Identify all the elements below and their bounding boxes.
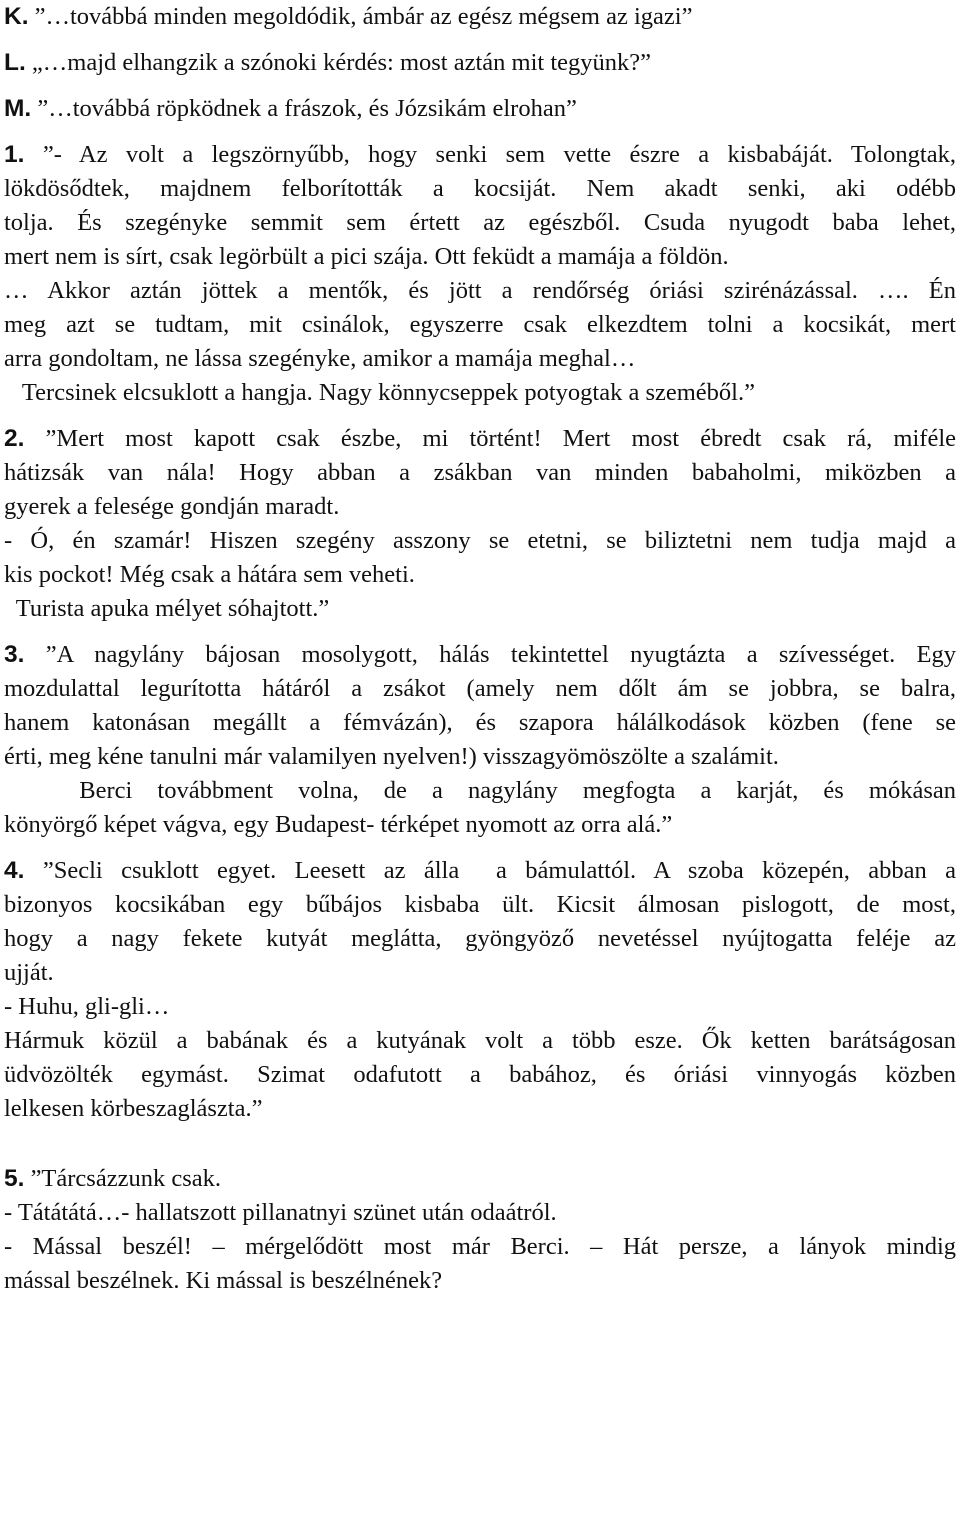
text-line [4, 92, 956, 126]
line-text: ”…továbbá röpködnek a frászok, és Józsikám elrohan” [31, 95, 577, 122]
text-line [4, 888, 956, 922]
line-text: lökdösődtek, majdnem felborították a kocsiját. Nem akadt senki, aki odébb [4, 175, 956, 202]
line-text: lelkesen körbeszaglászta.” [4, 1095, 263, 1122]
line-text: … Akkor aztán jöttek a mentők, és jött a rendőrség óriási szirénázással. …. Én [4, 277, 956, 304]
line-text: ”A nagylány bájosan mosolygott, hálás tekintettel nyugtázta a szívességet. Egy [24, 641, 956, 668]
line-text: Tercsinek elcsuklott a hangja. Nagy könnycseppek potyogtak a szeméből.” [4, 379, 755, 406]
text-line [4, 854, 956, 888]
line-text: mert nem is sírt, csak legörbült a pici szája. Ott feküdt a mamája a földön. [4, 243, 729, 270]
line-text: gyerek a felesége gondján maradt. [4, 493, 340, 520]
item-label: 4. [4, 857, 25, 884]
line-text: mozdulattal legurította hátáról a zsákot (amely nem dőlt ám se jobbra, se balra, [4, 675, 956, 702]
line-text: Berci továbbment volna, de a nagylány megfogta a karját, és mókásan [4, 777, 956, 804]
line-text: meg azt se tudtam, mit csinálok, egyszerre csak elkezdtem tolni a kocsikát, mert [4, 311, 956, 338]
line-text: könyörgő képet vágva, egy Budapest- térképet nyomott az orra alá.” [4, 811, 673, 838]
text-line [4, 1058, 956, 1092]
line-text: ”Secli csuklott egyet. Leesett az álla a bámulattól. A szoba közepén, abban a [24, 857, 956, 884]
text-line [4, 638, 956, 672]
line-text: ”Mert most kapott csak észbe, mi történt! Mert most ébredt csak rá, miféle [24, 425, 956, 452]
item-label: 3. [4, 641, 25, 668]
line-text: Turista apuka mélyet sóhajtott.” [4, 595, 330, 622]
text-line [4, 1264, 956, 1298]
line-text: - Tátátátá…- hallatszott pillanatnyi szünet után odaátról. [4, 1199, 557, 1226]
text-line [4, 342, 956, 376]
item-label: 1. [4, 141, 25, 168]
text-line [4, 740, 956, 774]
answer-block [4, 854, 956, 1126]
line-text: érti, meg kéne tanulni már valamilyen nyelven!) visszagyömöszölte a szalámit. [4, 743, 779, 770]
text-line [4, 774, 956, 808]
text-line [4, 1230, 956, 1264]
item-label: L. [4, 49, 26, 76]
text-line [4, 376, 956, 410]
item-label: 5. [4, 1165, 25, 1192]
item-label: M. [4, 95, 32, 122]
answer-block [4, 1162, 956, 1298]
answer-block [4, 46, 956, 80]
line-text: „…majd elhangzik a szónoki kérdés: most aztán mit tegyünk?” [25, 49, 652, 76]
line-text: Hármuk közül a babának és a kutyának volt a több esze. Ők ketten barátságosan [4, 1027, 956, 1054]
text-line [4, 46, 956, 80]
text-line [4, 1092, 956, 1126]
answer-block [4, 0, 956, 34]
line-text: hogy a nagy fekete kutyát meglátta, gyöngyöző nevetéssel nyújtogatta feléje az [4, 925, 956, 952]
text-line [4, 274, 956, 308]
text-line [4, 706, 956, 740]
text-line [4, 592, 956, 626]
text-line [4, 922, 956, 956]
item-label: K. [4, 3, 29, 30]
answer-block [4, 138, 956, 410]
answer-block [4, 422, 956, 626]
line-text: - Mással beszél! – mérgelődött most már Berci. – Hát persze, a lányok mindig [4, 1233, 956, 1260]
line-text: ”Tárcsázzunk csak. [24, 1165, 221, 1192]
text-line [4, 1024, 956, 1058]
text-line [4, 558, 956, 592]
text-line [4, 490, 956, 524]
line-text: ujját. [4, 959, 54, 986]
answer-block [4, 638, 956, 842]
line-text: arra gondoltam, ne lássa szegényke, amikor a mamája meghal… [4, 345, 636, 372]
answer-block [4, 92, 956, 126]
line-text: ”…továbbá minden megoldódik, ámbár az egész mégsem az igazi” [28, 3, 693, 30]
text-line [4, 0, 956, 34]
text-line [4, 172, 956, 206]
line-text: hátizsák van nála! Hogy abban a zsákban van minden babaholmi, miközben a [4, 459, 956, 486]
text-line [4, 456, 956, 490]
text-line [4, 138, 956, 172]
text-line [4, 422, 956, 456]
line-text: tolja. És szegényke semmit sem értett az egészből. Csuda nyugodt baba lehet, [4, 209, 956, 236]
text-line [4, 990, 956, 1024]
line-text: kis pockot! Még csak a hátára sem veheti. [4, 561, 415, 588]
line-text: bizonyos kocsikában egy bűbájos kisbaba ült. Kicsit álmosan pislogott, de most, [4, 891, 956, 918]
line-text: hanem katonásan megállt a fémvázán), és szapora hálálkodások közben (fene se [4, 709, 956, 736]
text-line [4, 808, 956, 842]
text-line [4, 206, 956, 240]
line-text: mással beszélnek. Ki mással is beszélnének? [4, 1267, 443, 1294]
text-line [4, 524, 956, 558]
line-text: ”- Az volt a legszörnyűbb, hogy senki sem vette észre a kisbabáját. Tolongtak, [24, 141, 956, 168]
document-page [4, 0, 956, 1298]
text-line [4, 956, 956, 990]
text-line [4, 308, 956, 342]
line-text: üdvözölték egymást. Szimat odafutott a babához, és óriási vinnyogás közben [4, 1061, 956, 1088]
text-line [4, 1162, 956, 1196]
line-text: - Huhu, gli-gli… [4, 993, 170, 1020]
text-line [4, 1196, 956, 1230]
text-line [4, 240, 956, 274]
item-label: 2. [4, 425, 25, 452]
line-text: - Ó, én szamár! Hiszen szegény asszony se etetni, se biliztetni nem tudja majd a [4, 527, 956, 554]
text-line [4, 672, 956, 706]
